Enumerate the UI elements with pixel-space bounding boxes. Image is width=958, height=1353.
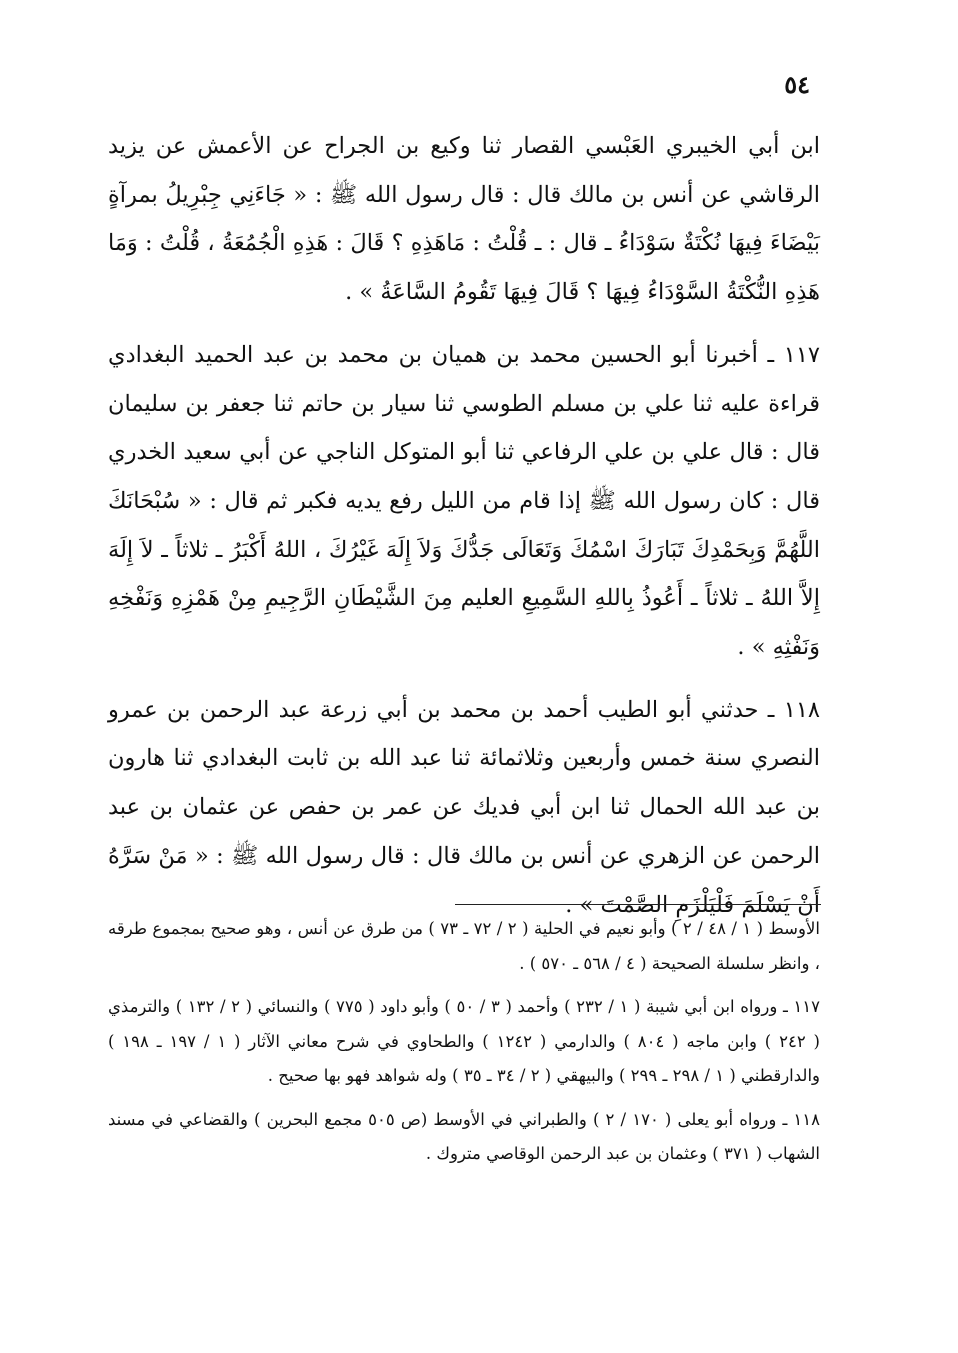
paragraph-continuation: ابن أبي الخيبري العَبْسي القصار ثنا وكيع بن الجراح عن الأعمش عن يزيد الرقاشي عن أنس بن مالك قال : قال رسول الله ﷺ : « جَاءَنِي جِبْرِيلُ بمرآةٍ بَيْضَاءَ فِيهَا نُكْتَةٌ سَوْدَاءُ ـ قال : ـ قُلْتُ : مَاهَذِهِ ؟ قَالَ : هَذِهِ الْجُمُعَةُ ، قُلْتُ : وَمَا هَذِهِ النُّكْتَةُ السَّوْدَاءُ فِيهَا ؟ قَالَ فِيهَا تَقُومُ السَّاعَةُ » . <box>108 133 820 306</box>
footnote-118: ١١٨ ـ ورواه أبو يعلى ( ١٧٠ / ٢ ) والطبراني في الأوسط (ص ٥٠٥ مجمع البحرين ) والقضاعي في مسند الشهاب ( ٣٧١ ) وعثمان بن عبد الرحمن الوقاصي متروك . <box>108 1109 820 1163</box>
paragraph-hadith-118: ١١٨ ـ حدثني أبو الطيب أحمد بن محمد بن أبي زرعة عبد الرحمن بن عمرو النصري سنة خمس وأربعين وثلاثمائة ثنا عبد الله بن ثابت البغدادي ثنا هارون بن عبد الله الحمال ثنا ابن أبي فديك عن عمر بن حفص عن عثمان بن عبد الرحمن عن الزهري عن أنس بن مالك قال : قال رسول الله ﷺ : « مَنْ سَرَّهُ أَنْ يَسْلَمَ فَلْيَلْزَمِ الصَّمْتَ » . <box>108 696 820 918</box>
main-text <box>108 122 820 929</box>
footnote-117: ١١٧ ـ ورواه ابن أبي شيبة ( ١ / ٢٣٢ ) وأحمد ( ٣ / ٥٠ ) وأبو داود ( ٧٧٥ ) والنسائي ( ٢ / ١٣٢ ) والترمذي ( ٢٤٢ ) وابن ماجه ( ٨٠٤ ) والدارمي ( ١٢٤٢ ) والطحاوي في شرح معاني الآثار ( ١ / ١٩٧ ـ ١٩٨ ) والدارقطني ( ١ / ٢٩٨ ـ ٢٩٩ ) والبيهقي ( ٢ / ٣٤ ـ ٣٥ ) وله شواهد فهو بها صحيح . <box>108 997 820 1085</box>
footnotes <box>108 912 820 1172</box>
footnote-continuation: الأوسط ( ١ / ٤٨ / ٢ ) وأبو نعيم في الحلية ( ٢ / ٧٢ ـ ٧٣ ) من طرق عن أنس ، وهو صحيح بمجموع طرقه ، وانظر سلسلة الصحيحة ( ٤ / ٥٦٨ ـ ٥٧٠ ) . <box>108 919 820 973</box>
footnote-divider <box>455 904 821 905</box>
page-number: ٥٤ <box>784 70 810 99</box>
paragraph-hadith-117: ١١٧ ـ أخبرنا أبو الحسين محمد بن هميان بن محمد بن عبد الحميد البغدادي قراءة عليه ثنا علي بن مسلم الطوسي ثنا سيار بن حاتم ثنا جعفر بن سليمان قال : قال علي بن علي الرفاعي ثنا أبو المتوكل الناجي عن أبي سعيد الخدري قال : كان رسول الله ﷺ إذا قام من الليل رفع يديه فكبر ثم قال : « سُبْحَانَكَ اللَّهُمَّ وَبِحَمْدِكَ تَبَارَكَ اسْمُكَ وَتَعَالَى جَدُّكَ وَلاَ إِلَهَ غَيْرُكَ ، اللهُ أَكْبَرُ ـ ثلاثاً ـ لاَ إِلَهَ إِلاَّ اللهُ ـ ثلاثاً ـ أَعُوذُ بِاللهِ السَّمِيعِ العليم مِنَ الشَّيْطَانِ الرَّجِيمِ مِنْ هَمْزِهِ وَنَفْخِهِ وَنَفْثِهِ » . <box>108 341 820 661</box>
